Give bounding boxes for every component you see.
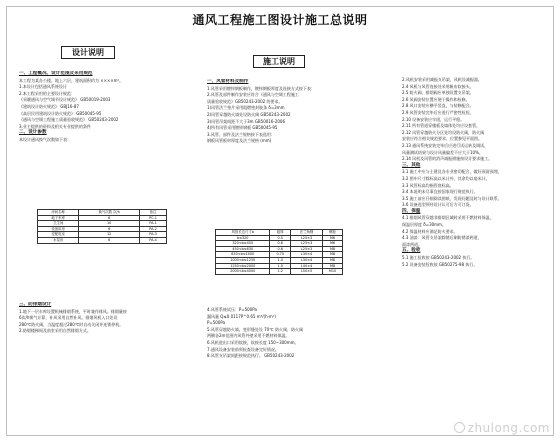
table-cell: 水泵房 xyxy=(38,237,79,243)
note-line: 2.13 通风系统安装完毕后应进行试运转及调试， xyxy=(402,142,489,148)
table-header-cell: 板厚 xyxy=(270,230,290,236)
table-cell: L40×4 xyxy=(290,263,322,269)
table-cell: L30×4 xyxy=(290,257,322,263)
note-line: 漏风量 Q≤0.0117P^0.65 m³/(h·m²) xyxy=(207,313,276,319)
note-line: 《采暖通风与空气调节设计规范》 GB50019-2003 xyxy=(19,97,111,103)
note-line: 《建筑设计防火规范》 GBJ16-87 xyxy=(19,103,79,109)
note-line: 5.2 设备安装验收按 GB50275-98 执行。 xyxy=(402,261,478,267)
table-cell: PA-1 xyxy=(140,221,167,227)
note-line: 一、风管材料及制作 xyxy=(207,79,249,84)
table-cell: M6 xyxy=(323,241,343,247)
note-line: 3)风管吊架间距不大于3m GB50016-2006 xyxy=(207,118,286,124)
sheet-title: 通风工程施工图设计施工总说明 xyxy=(192,13,368,27)
note-line: 风量测试结果与设计风量偏差不应大于10%。 xyxy=(402,149,483,155)
note-line: 3.2 图中尺寸除标高以米计外，其余均以毫米计。 xyxy=(402,175,490,181)
table-cell: M8 xyxy=(323,257,343,263)
duct-thickness-table xyxy=(215,229,343,275)
table-header-cell: 螺栓 xyxy=(323,230,343,236)
note-line: 三、其他 xyxy=(402,162,421,168)
note-line: 7.通风设备安装前须检查设备完好情况。 xyxy=(207,346,279,352)
note-line: 280℃防火阀，当温度超过280℃时自动关闭并连锁停机。 xyxy=(19,321,124,327)
note-line: 2.12 风管穿越防火分区处均设防火阀，防火阀 xyxy=(402,129,485,135)
table-cell: PA-3 xyxy=(140,232,167,238)
note-line: 《高层民用建筑设计防火规范》 GB50045-95 xyxy=(19,110,102,116)
note-line: 本工程为某办公楼，地上六层，建筑面积约为 ××××m²。 xyxy=(19,77,124,83)
note-line: 2)风管穿越防火墙处设防火阀 GB50243-2002 xyxy=(207,111,291,117)
table-cell: M6 xyxy=(323,235,343,241)
note-line: 4.3 油漆：风管支吊架除锈后刷防锈漆两道， xyxy=(402,235,482,241)
note-line: 3.风管、部件及法兰规格按下表选用： xyxy=(207,131,275,137)
construction-notes-text xyxy=(207,79,367,229)
note-line: 2.10 设备安装应牢固，运行平稳。 xyxy=(402,116,465,122)
note-line: 2.8 风口安装应横平竖直，与装修配合。 xyxy=(402,103,474,109)
table-cell: M8 xyxy=(323,246,343,252)
table-header-cell: 风管长边尺寸b xyxy=(216,230,270,236)
note-line: 本设计通风换气次数如下表： xyxy=(19,136,71,142)
table-cell: 6 xyxy=(79,215,140,221)
drawing-sheet xyxy=(6,6,554,436)
table-cell: b≤320 xyxy=(216,235,270,241)
note-line: 8.风管支吊架间距按规范执行。 GB50243-2002 xyxy=(207,353,295,359)
note-line: 3.5 施工前应仔细阅读图纸，发现问题及时与设计联系。 xyxy=(402,195,502,201)
table-cell: PA-4 xyxy=(140,237,167,243)
note-line: 2.4 风机与风管连接处采用帆布软接头。 xyxy=(402,83,474,89)
note-line: 1)风管法兰垫片采用阻燃密封胶条 δ=3mm xyxy=(207,105,285,111)
note-line: 四、保温 xyxy=(402,208,421,214)
table-cell: M8 xyxy=(323,263,343,269)
table-cell: 1250<b≤2000 xyxy=(216,263,270,269)
note-line: 2.风机安装采用减振支吊架，风机设减振器。 xyxy=(402,77,482,82)
table-header-cell: 备注 xyxy=(140,210,167,216)
table-cell: 地下车库 xyxy=(38,215,79,221)
note-line: 4.1 排烟风管穿越非排烟区域时采用不燃材料保温， xyxy=(402,215,494,221)
note-line: 4)所有风管采用镀锌钢板 GB50045-95 xyxy=(207,125,278,131)
table-cell: 2000<b≤4000 xyxy=(216,269,270,275)
table-cell: PC-1 xyxy=(140,215,167,221)
table-cell: 1.0 xyxy=(270,257,290,263)
table-cell: 12 xyxy=(79,232,140,238)
table-cell: 320<b≤450 xyxy=(216,241,270,247)
table-cell: 0.75 xyxy=(270,252,290,258)
design-notes-heading-box: 设计说明 xyxy=(61,46,115,59)
note-line: 5.1 施工验收按 GB50243-2002 执行。 xyxy=(402,255,475,261)
construction-notes-continued xyxy=(207,307,367,417)
table-cell: M10 xyxy=(323,269,343,275)
note-line: 4.风管系统试压：P=500Pa xyxy=(207,307,257,312)
table-cell: 0.5 xyxy=(270,235,290,241)
table-header-cell: 房间名称 xyxy=(38,210,79,216)
table-cell: 变配电室 xyxy=(38,232,79,238)
note-line: 6次/h换气计算，补风采用自然补风。排烟风机入口处设 xyxy=(19,315,118,321)
note-line: 5.风管穿越防火墙、变形缝处设 70℃ 防火阀，防火阀 xyxy=(207,326,303,332)
table-cell: 450<b≤630 xyxy=(216,246,270,252)
table-cell: 设备用房 xyxy=(38,226,79,232)
note-line: 面漆两道。 xyxy=(402,241,422,247)
note-line: 五、验收 xyxy=(402,248,421,254)
note-line: 3.业主提供的资料及相关专业提供的条件 xyxy=(19,123,91,129)
note-line: 2.防烟楼梯间及前室采用自然排烟方式。 xyxy=(19,328,91,334)
note-line: 6.风机进出口采用软接，软接长度 150~300mm。 xyxy=(207,339,299,345)
table-cell: 10 xyxy=(79,221,140,227)
note-line: 1.风管采用镀锌钢板制作，镀锌钢板厚度及连接方式按下表： xyxy=(207,85,315,91)
note-line: 安装应符合相关规范要求，位置参见平面图。 xyxy=(402,136,482,142)
note-line: 2.9 风管安装完毕后应进行严密性检验。 xyxy=(402,109,474,115)
table-header-cell: 法兰角钢 xyxy=(290,230,322,236)
smoke-control-notes xyxy=(19,302,179,362)
note-line: 3.6 设备选型须经设计认可后方可订货。 xyxy=(402,202,474,208)
table-cell: 1000<b≤1250 xyxy=(216,257,270,263)
note-line: 3.1 施工中应与土建及各专业密切配合，做好预留预埋。 xyxy=(402,169,502,175)
note-line: 《通风与空调工程施工质量验收规范》 GB50243-2002 xyxy=(19,117,119,123)
note-line: 4.2 保温材料应满足防火要求。 xyxy=(402,228,458,234)
table-cell: L30×4 xyxy=(290,252,322,258)
note-line: 三、防排烟设计 xyxy=(19,302,52,307)
note-line: 1.地下一层车库设置机械排烟系统，平时兼作排风。排烟量按 xyxy=(19,308,127,314)
note-line: 3.4 本说明未尽事宜按国家现行规范执行。 xyxy=(402,189,478,195)
table-header-cell: 换气次数 次/h xyxy=(79,210,140,216)
zhulong-logo-icon xyxy=(454,422,465,433)
note-line: 2.5 防火阀、排烟阀应单独设置支吊架。 xyxy=(402,90,474,96)
table-row xyxy=(216,269,343,275)
table-cell: 6 xyxy=(79,237,140,243)
note-line: 保温层厚度 δ=30mm。 xyxy=(402,222,446,228)
table-cell: 1.2 xyxy=(270,269,290,275)
note-line: 2.风管及部件制作安装应符合《通风与空调工程施工 xyxy=(207,92,299,98)
note-line: 2.本工程采用的主要设计规范： xyxy=(19,90,75,96)
note-line: 2.11 所有管道穿楼板及墙体处均应设套管。 xyxy=(402,123,481,129)
table-cell: L25×3 xyxy=(290,241,322,247)
construction-notes-heading-box: 施工说明 xyxy=(253,55,305,68)
ventilation-rate-table xyxy=(37,209,167,244)
note-line: 二、设计参数 xyxy=(19,130,47,136)
note-line: 2.14 风机及风管的消声减振措施按设计要求施工。 xyxy=(402,156,493,162)
table-cell: L25×3 xyxy=(290,246,322,252)
note-line: 1.本设计包括通风系统设计 xyxy=(19,84,67,90)
table-cell: L25×3 xyxy=(290,235,322,241)
table-cell: 6 xyxy=(79,226,140,232)
note-line: 一、工程概况、设计范围及采用规范 xyxy=(19,71,93,76)
table-cell: 0.6 xyxy=(270,246,290,252)
note-line: P=500Pa xyxy=(207,320,226,326)
table-cell: 卫生间 xyxy=(38,221,79,227)
design-notes-text xyxy=(19,71,179,159)
note-line: 两侧各2m范围内风管外壁采用不燃材料保温。 xyxy=(207,333,290,339)
installation-notes-text xyxy=(402,77,547,422)
table-cell: 0.6 xyxy=(270,241,290,247)
table-cell: 1.0 xyxy=(270,263,290,269)
table-cell: PA-2 xyxy=(140,226,167,232)
note-line: 3.3 风管标高均指管底标高。 xyxy=(402,182,454,188)
note-line: 质量验收规范》GB50243-2002 的要求。 xyxy=(207,98,283,104)
table-cell: M8 xyxy=(323,252,343,258)
watermark xyxy=(454,421,550,435)
watermark-text: zhulong.com xyxy=(467,421,550,435)
table-cell: 630<b≤1000 xyxy=(216,252,270,258)
table-row xyxy=(38,237,167,243)
note-line: 2.6 风阀安装位置应便于操作和检修。 xyxy=(402,96,470,102)
table-cell: L50×5 xyxy=(290,269,322,275)
note-line: 钢板风管板材厚度及法兰规格 (mm) xyxy=(207,138,272,144)
